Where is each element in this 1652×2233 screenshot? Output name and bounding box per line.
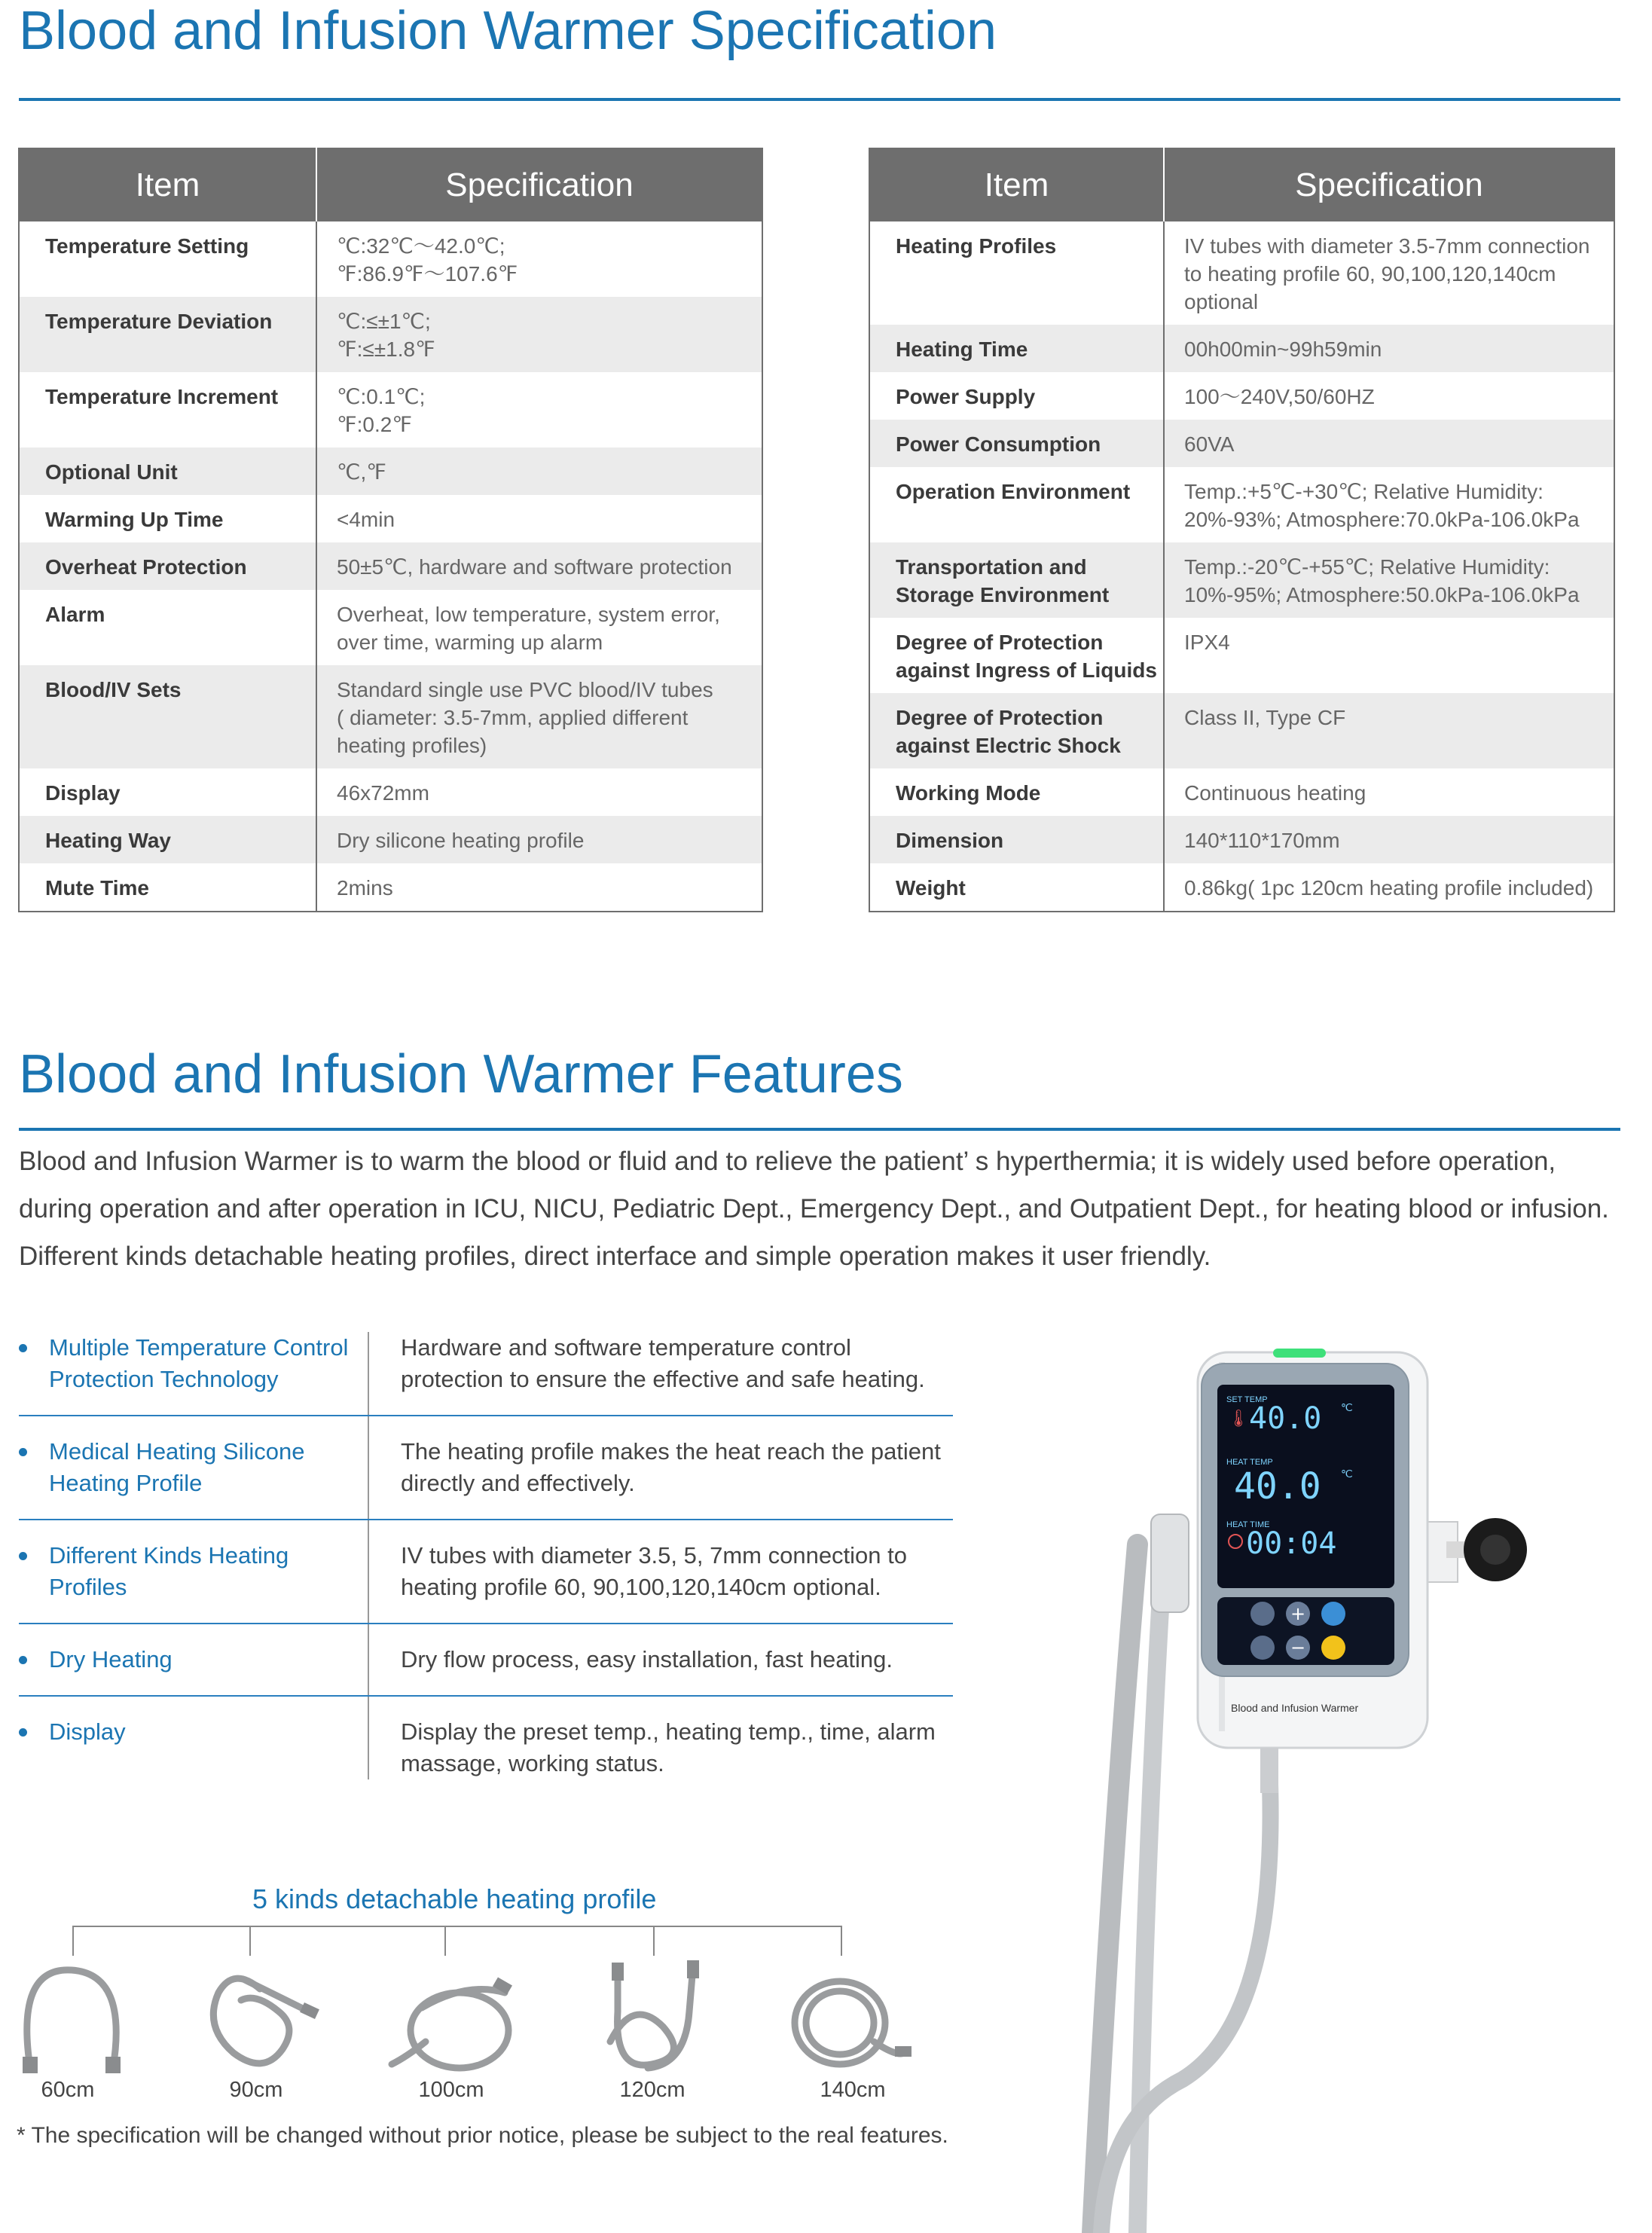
spec-item-line: Storage Environment xyxy=(896,583,1110,606)
feature-row xyxy=(19,1520,953,1624)
spec-item-name xyxy=(19,542,316,590)
spec-row xyxy=(869,325,1614,372)
feature-row xyxy=(19,1332,953,1416)
spec-value-line: Overheat, low temperature, system error, xyxy=(337,603,720,626)
feature-row xyxy=(19,1416,953,1520)
spec-value xyxy=(316,590,762,665)
spec-table-left xyxy=(18,148,763,912)
device-brand-label: Blood and Infusion Warmer xyxy=(1231,1702,1359,1714)
spec-row xyxy=(19,590,762,665)
status-light-icon xyxy=(1273,1349,1326,1358)
spec-item-name xyxy=(19,768,316,816)
spec-row xyxy=(869,467,1614,542)
spec-item-name xyxy=(19,495,316,542)
profile-label-100cm: 100cm xyxy=(418,2078,484,2102)
svg-text:−: − xyxy=(1290,1637,1306,1658)
spec-value xyxy=(1164,768,1614,816)
spec-value-line: 100～240V,50/60HZ xyxy=(1184,385,1375,408)
spec-item-name xyxy=(869,768,1164,816)
features-title: Blood and Infusion Warmer Features xyxy=(19,1044,903,1104)
spec-item-name xyxy=(19,448,316,495)
spec-item-line: Temperature Setting xyxy=(45,234,249,258)
spec-item-name xyxy=(869,420,1164,467)
feature-name xyxy=(49,1644,368,1676)
spec-item-line: Warming Up Time xyxy=(45,508,224,531)
spec-item-name xyxy=(19,372,316,448)
heat-time-value: 00:04 xyxy=(1246,1526,1337,1561)
feature-name xyxy=(49,1540,368,1603)
spec-value xyxy=(1164,816,1614,863)
spec-value-line: 00h00min~99h59min xyxy=(1184,338,1382,361)
feature-description-line: Dry flow process, easy installation, fast heating. xyxy=(401,1646,893,1672)
spec-value xyxy=(1164,542,1614,618)
feature-name-cell xyxy=(19,1697,369,1779)
header-specification: Specification xyxy=(316,148,762,221)
spec-row xyxy=(869,221,1614,325)
spec-value-line: ℃:≤±1℃; xyxy=(337,310,431,333)
spec-value-line: IPX4 xyxy=(1184,631,1230,654)
spec-value xyxy=(316,863,762,912)
spec-value-line: ℉:≤±1.8℉ xyxy=(337,338,435,361)
spec-value-line: to heating profile 60, 90,100,120,140cm xyxy=(1184,262,1556,286)
spec-value xyxy=(316,542,762,590)
profile-label-120cm: 120cm xyxy=(619,2078,686,2102)
feature-description-line: Display the preset temp., heating temp., time, alarm xyxy=(401,1718,936,1745)
spec-value-line: Class II, Type CF xyxy=(1184,706,1346,729)
spec-item-line: Heating Profiles xyxy=(896,234,1057,258)
features-intro: Blood and Infusion Warmer is to warm the blood or fluid and to relieve the patient’ s hyperthermia; it is widely used before operation, during operation and after operation in ICU, NICU, Pediatric Dept., Emergency Dept., and Outpatient Dept., for heating blood or infusion. Different kinds detachable heating profiles, direct interface and simple operation makes it user friendly. xyxy=(19,1147,1609,1271)
spec-item-name xyxy=(19,816,316,863)
feature-name-line: Protection Technology xyxy=(49,1366,279,1392)
thermometer-icon: 🌡 xyxy=(1228,1409,1249,1428)
spec-value xyxy=(1164,325,1614,372)
spec-item-line: Alarm xyxy=(45,603,105,626)
spec-value-line: heating profiles) xyxy=(337,734,487,757)
header-item: Item xyxy=(19,148,316,221)
feature-description-line: massage, working status. xyxy=(401,1750,664,1776)
svg-text:+: + xyxy=(1290,1603,1306,1624)
feature-name-line: Heating Profile xyxy=(49,1470,203,1496)
spec-row xyxy=(19,221,762,297)
bullet-icon xyxy=(19,1552,27,1560)
feature-row xyxy=(19,1697,953,1779)
spec-value xyxy=(316,297,762,372)
feature-name-cell xyxy=(19,1332,369,1415)
spec-item-line: Working Mode xyxy=(896,781,1041,805)
feature-description xyxy=(369,1520,907,1623)
spec-value-line: ℉:0.2℉ xyxy=(337,413,412,436)
spec-item-name xyxy=(19,297,316,372)
spec-value-line: Continuous heating xyxy=(1184,781,1366,805)
spec-value xyxy=(1164,420,1614,467)
spec-item-line: Display xyxy=(45,781,121,805)
spec-item-line: Overheat Protection xyxy=(45,555,247,579)
spec-value xyxy=(1164,221,1614,325)
spec-value xyxy=(316,665,762,768)
feature-name xyxy=(49,1332,368,1395)
spec-value xyxy=(316,221,762,297)
spec-value-line: 2mins xyxy=(337,876,393,900)
spec-table-right xyxy=(869,148,1615,912)
spec-item-name xyxy=(869,325,1164,372)
spec-value-line: ℉:86.9℉～107.6℉ xyxy=(337,262,518,286)
spec-item-name xyxy=(869,467,1164,542)
spec-item-name xyxy=(869,221,1164,325)
clock-icon xyxy=(1228,1534,1243,1549)
profile-label-90cm: 90cm xyxy=(229,2078,283,2102)
spec-row xyxy=(19,495,762,542)
spec-item-line: Heating Way xyxy=(45,829,171,852)
spec-value-line: 10%-95%; Atmosphere:50.0kPa-106.0kPa xyxy=(1184,583,1580,606)
bullet-icon xyxy=(19,1344,27,1352)
bullet-icon xyxy=(19,1656,27,1664)
profile-140cm-icon xyxy=(795,1981,912,2064)
spec-value-line: ℃:32℃～42.0℃; xyxy=(337,234,505,258)
device-screen-readout xyxy=(1220,1386,1394,1590)
profiles-images xyxy=(15,1959,949,2079)
bullet-icon xyxy=(19,1728,27,1737)
spec-item-name xyxy=(869,816,1164,863)
feature-name-cell xyxy=(19,1416,369,1519)
features-list xyxy=(19,1332,953,1779)
spec-item-line: Degree of Protection xyxy=(896,706,1104,729)
spec-value-line: ℃:0.1℃; xyxy=(337,385,426,408)
spec-item-line: Blood/IV Sets xyxy=(45,678,182,701)
feature-description xyxy=(369,1624,893,1695)
feature-name-line: Medical Heating Silicone xyxy=(49,1438,305,1465)
set-temp-label: SET TEMP xyxy=(1226,1395,1268,1404)
spec-value-line: ( diameter: 3.5-7mm, applied different xyxy=(337,706,689,729)
feature-description-line: heating profile 60, 90,100,120,140cm optional. xyxy=(401,1574,881,1600)
spec-value xyxy=(1164,863,1614,912)
spec-value-line: 46x72mm xyxy=(337,781,429,805)
spec-value xyxy=(316,768,762,816)
spec-value xyxy=(1164,618,1614,693)
heat-temp-unit: ℃ xyxy=(1341,1468,1353,1480)
spec-item-line: Dimension xyxy=(896,829,1004,852)
spec-value xyxy=(316,372,762,448)
header-item: Item xyxy=(869,148,1164,221)
spec-row xyxy=(869,693,1614,768)
spec-item-name xyxy=(869,542,1164,618)
header-specification: Specification xyxy=(1164,148,1614,221)
feature-name-line: Profiles xyxy=(49,1574,127,1600)
profiles-bracket xyxy=(72,1926,842,1927)
set-temp-value: 40.0 xyxy=(1249,1401,1322,1436)
spec-item-line: against Ingress of Liquids xyxy=(896,658,1157,682)
profile-90cm-icon xyxy=(213,1978,319,2063)
heat-time-label: HEAT TIME xyxy=(1226,1520,1270,1529)
spec-item-name xyxy=(869,693,1164,768)
spec-value-line: 140*110*170mm xyxy=(1184,829,1340,852)
features-title-rule xyxy=(19,1128,1620,1131)
feature-description xyxy=(369,1416,941,1519)
spec-item-name xyxy=(19,590,316,665)
feature-description-line: IV tubes with diameter 3.5, 5, 7mm connection to xyxy=(401,1542,908,1569)
spec-value xyxy=(1164,467,1614,542)
spec-value-line: Dry silicone heating profile xyxy=(337,829,585,852)
spec-row xyxy=(19,542,762,590)
spec-item-name xyxy=(869,863,1164,912)
spec-item-line: Weight xyxy=(896,876,966,900)
profile-label-140cm: 140cm xyxy=(820,2078,886,2102)
spec-value xyxy=(1164,372,1614,420)
spec-row xyxy=(19,816,762,863)
spec-item-line: Power Consumption xyxy=(896,432,1101,456)
feature-name-cell xyxy=(19,1520,369,1623)
spec-value xyxy=(1164,693,1614,768)
spec-item-line: Temperature Deviation xyxy=(45,310,273,333)
spec-row xyxy=(19,297,762,372)
set-temp-unit: ℃ xyxy=(1341,1401,1353,1413)
spec-value xyxy=(316,495,762,542)
feature-description-line: The heating profile makes the heat reach the patient xyxy=(401,1438,941,1465)
spec-row xyxy=(869,372,1614,420)
spec-row xyxy=(869,863,1614,912)
spec-value-line: Temp.:+5℃-+30℃; Relative Humidity: xyxy=(1184,480,1544,503)
feature-description-line: Hardware and software temperature control xyxy=(401,1334,851,1361)
disclaimer-note: * The specification will be changed without prior notice, please be subject to the real features. xyxy=(17,2123,948,2148)
spec-item-name xyxy=(869,618,1164,693)
spec-value-line: Temp.:-20℃-+55℃; Relative Humidity: xyxy=(1184,555,1550,579)
feature-name xyxy=(49,1436,368,1499)
spec-item-line: Degree of Protection xyxy=(896,631,1104,654)
spec-row xyxy=(869,420,1614,467)
spec-row xyxy=(19,665,762,768)
feature-name-cell xyxy=(19,1624,369,1695)
spec-item-line: Power Supply xyxy=(896,385,1036,408)
feature-description xyxy=(369,1697,936,1779)
spec-row xyxy=(869,618,1614,693)
spec-value xyxy=(316,816,762,863)
spec-item-line: Operation Environment xyxy=(896,480,1131,503)
spec-value-line: 50±5℃, hardware and software protection xyxy=(337,555,732,579)
spec-item-name xyxy=(19,665,316,768)
spec-value xyxy=(316,448,762,495)
feature-name-line: Different Kinds Heating xyxy=(49,1542,289,1569)
feature-name-line: Multiple Temperature Control xyxy=(49,1334,349,1361)
spec-value-line: 20%-93%; Atmosphere:70.0kPa-106.0kPa xyxy=(1184,508,1580,531)
spec-item-line: Temperature Increment xyxy=(45,385,279,408)
feature-row xyxy=(19,1624,953,1697)
spec-title-rule xyxy=(19,98,1620,101)
spec-value-line: IV tubes with diameter 3.5-7mm connection xyxy=(1184,234,1590,258)
spec-item-line: Optional Unit xyxy=(45,460,178,484)
spec-value-line: 60VA xyxy=(1184,432,1235,456)
profile-60cm-icon xyxy=(23,1970,121,2073)
profile-label-60cm: 60cm xyxy=(41,2078,95,2102)
profile-100cm-icon xyxy=(392,1977,512,2068)
cable-icon xyxy=(1101,1763,1271,2233)
spec-row xyxy=(19,863,762,912)
feature-name xyxy=(49,1716,368,1748)
spec-row xyxy=(19,372,762,448)
spec-value-line: optional xyxy=(1184,290,1259,313)
spec-row xyxy=(19,448,762,495)
spec-value-line: Standard single use PVC blood/IV tubes xyxy=(337,678,713,701)
heat-temp-label: HEAT TEMP xyxy=(1226,1458,1273,1467)
bullet-icon xyxy=(19,1448,27,1456)
spec-row xyxy=(869,816,1614,863)
spec-item-line: Transportation and xyxy=(896,555,1087,579)
profiles-title: 5 kinds detachable heating profile xyxy=(252,1883,657,1914)
spec-value-line: <4min xyxy=(337,508,395,531)
spec-item-line: against Electric Shock xyxy=(896,734,1121,757)
feature-description xyxy=(369,1332,925,1415)
spec-item-name xyxy=(19,221,316,297)
spec-row xyxy=(869,542,1614,618)
heat-temp-value: 40.0 xyxy=(1234,1465,1321,1508)
spec-value-line: over time, warming up alarm xyxy=(337,631,603,654)
profile-120cm-icon xyxy=(610,1960,699,2068)
feature-name-line: Dry Heating xyxy=(49,1646,173,1672)
spec-item-line: Heating Time xyxy=(896,338,1028,361)
spec-row xyxy=(869,768,1614,816)
spec-row xyxy=(19,768,762,816)
feature-description-line: protection to ensure the effective and safe heating. xyxy=(401,1366,925,1392)
feature-description-line: directly and effectively. xyxy=(401,1470,635,1496)
spec-item-name xyxy=(19,863,316,912)
spec-title: Blood and Infusion Warmer Specification xyxy=(19,1,997,61)
spec-item-name xyxy=(869,372,1164,420)
spec-value-line: 0.86kg( 1pc 120cm heating profile included) xyxy=(1184,876,1594,900)
feature-name-line: Display xyxy=(49,1718,126,1745)
spec-item-line: Mute Time xyxy=(45,876,149,900)
spec-value-line: ℃,℉ xyxy=(337,460,386,484)
